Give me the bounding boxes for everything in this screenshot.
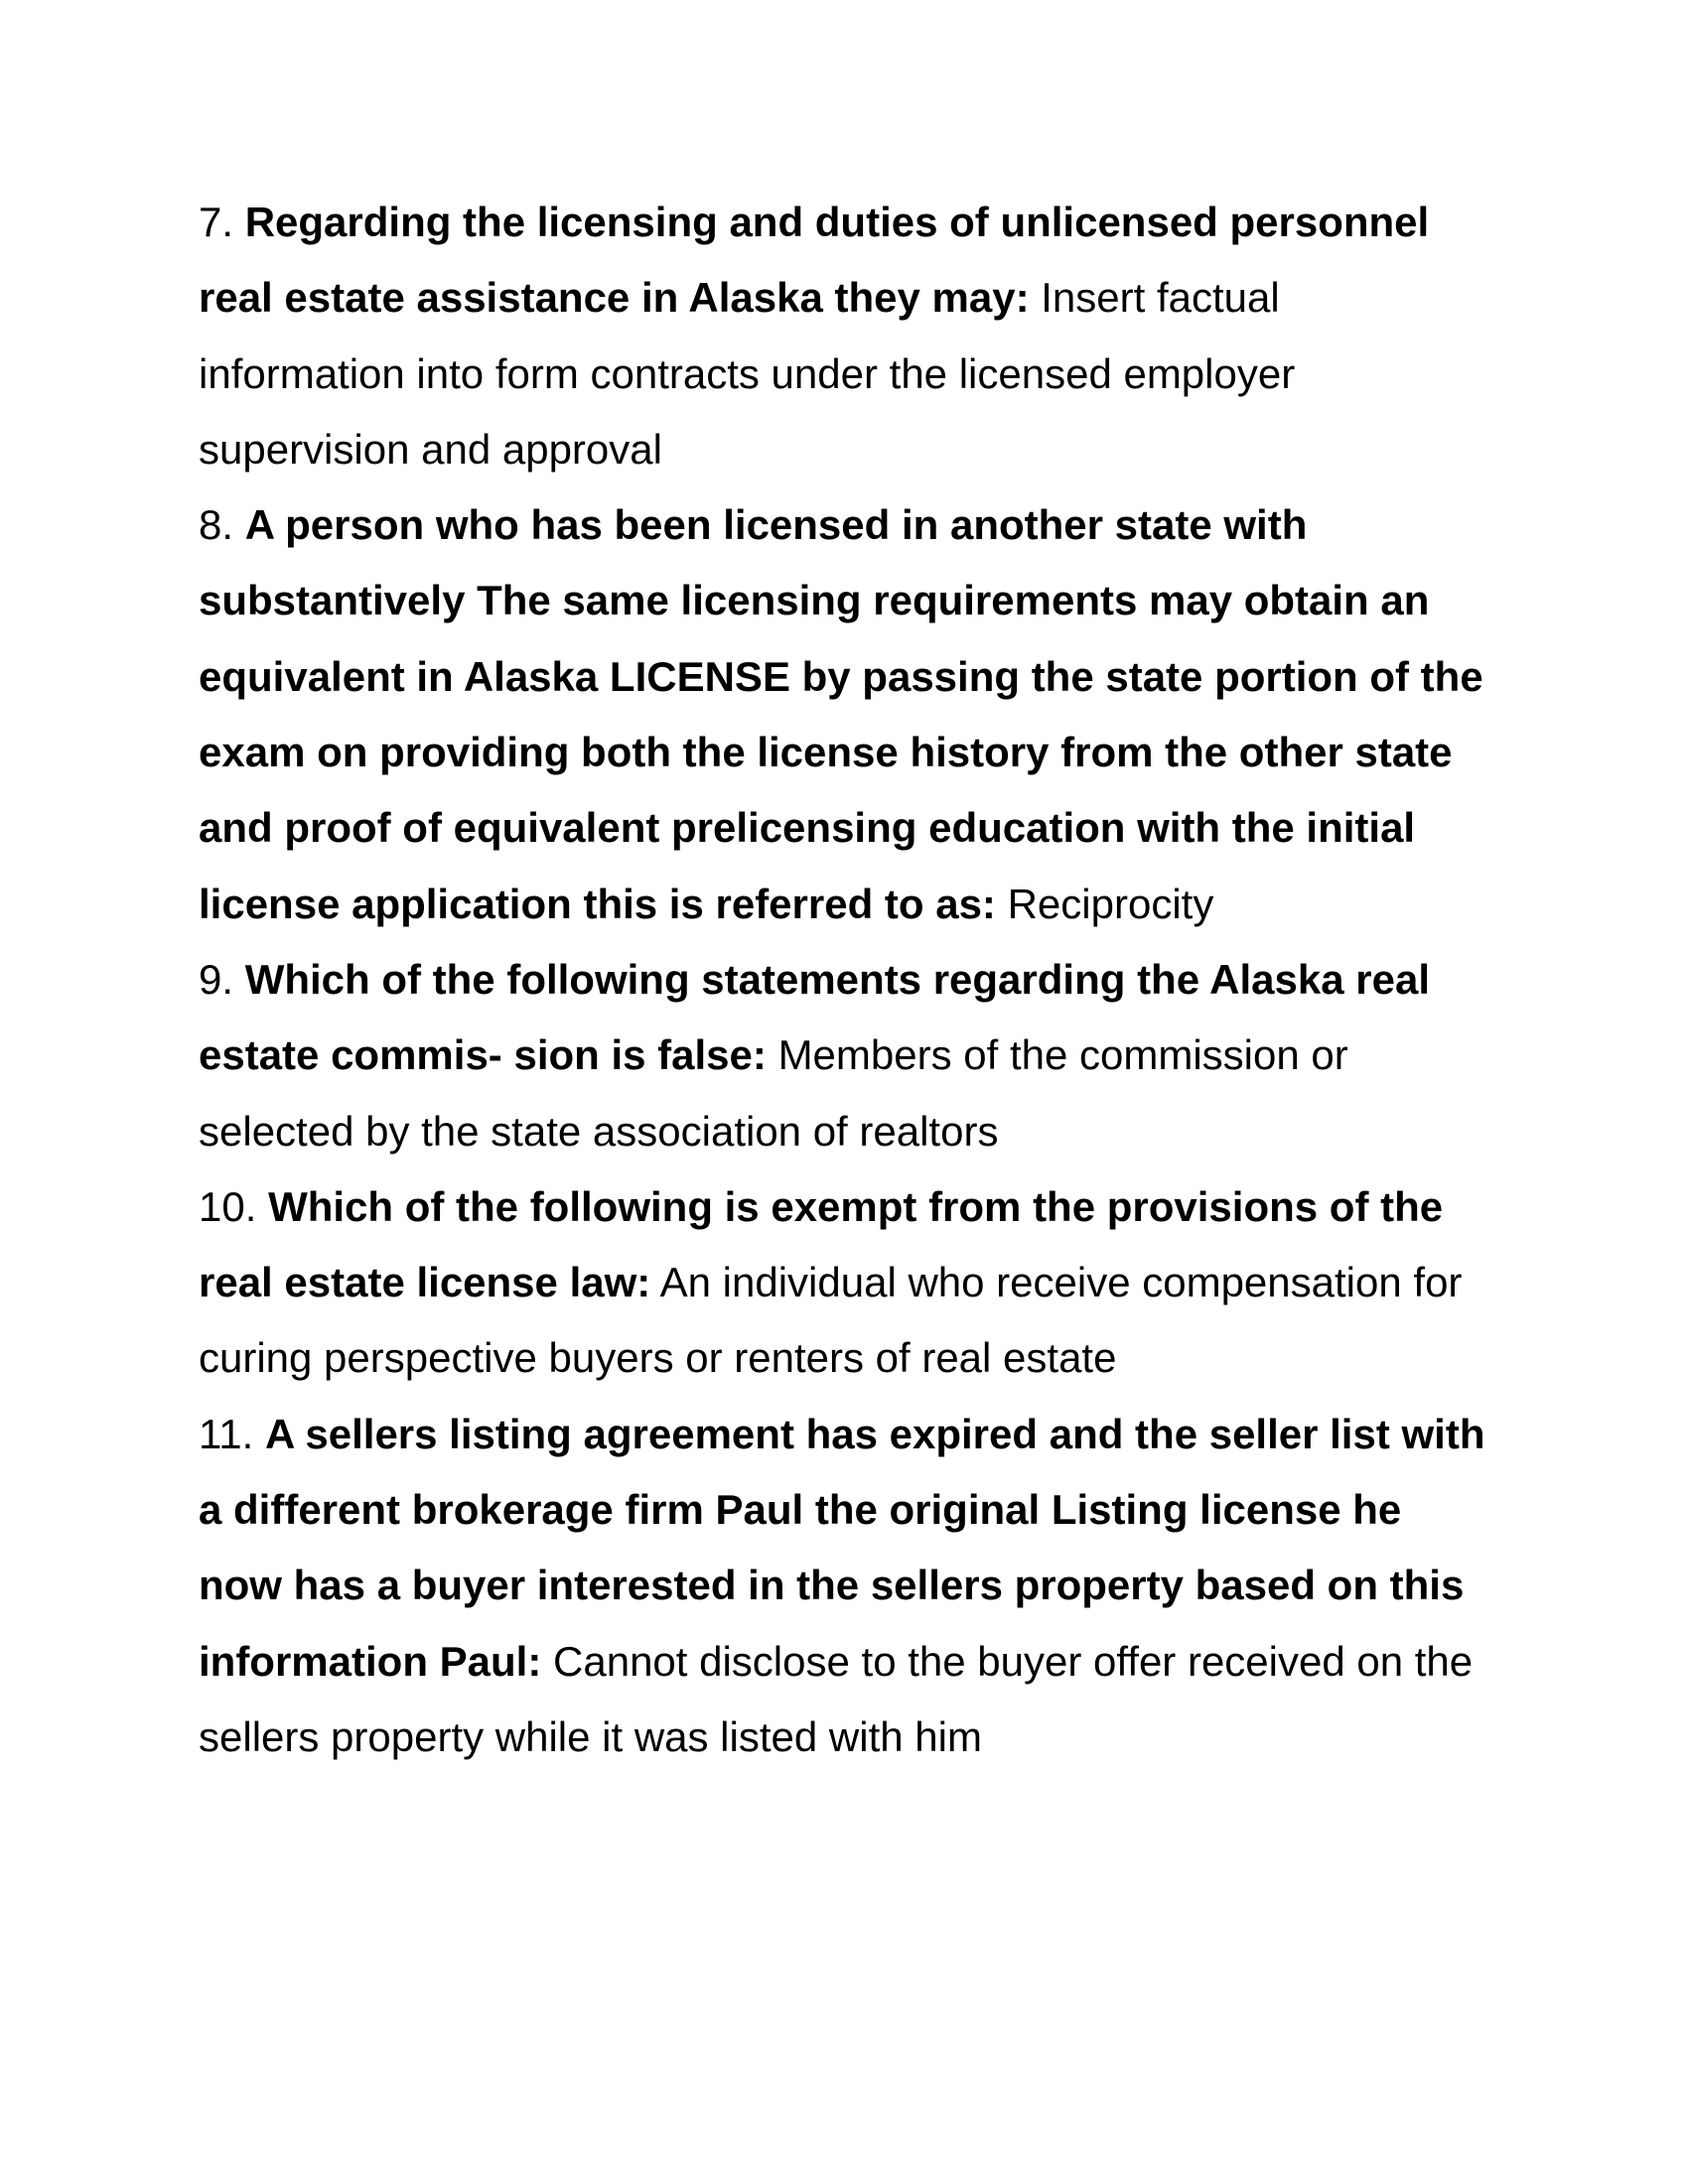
qa-item-9 — [199, 942, 1489, 1169]
question-text: A sellers listing agreement has expired and the seller list with a different brokerage firm Paul the original Listing license he now has a buyer interested in the sellers property based on this information Paul: — [199, 1410, 1485, 1685]
answer-text: Reciprocity — [1007, 880, 1214, 927]
item-number: 10. — [199, 1182, 257, 1230]
item-number: 9. — [199, 955, 234, 1003]
question-text: Which of the following statements regarding the Alaska real estate commis- sion is false: — [199, 955, 1431, 1079]
qa-item-7 — [199, 185, 1489, 487]
answer-text: Members of the commission or selected by the state association of realtors — [199, 1031, 1348, 1155]
qa-item-8 — [199, 487, 1489, 942]
answer-text: An individual who receive compensation for curing perspective buyers or renters of real estate — [199, 1259, 1463, 1382]
qa-list — [199, 185, 1489, 1775]
question-text: Which of the following is exempt from the provisions of the real estate license law: — [199, 1182, 1444, 1306]
question-text: Regarding the licensing and duties of unlicensed personnel real estate assistance in Alaska they may: — [199, 199, 1430, 322]
qa-item-10 — [199, 1169, 1489, 1397]
qa-item-11 — [199, 1397, 1489, 1775]
answer-text: Insert factual information into form contracts under the licensed employer supervision and approval — [199, 274, 1296, 473]
item-number: 11. — [199, 1410, 254, 1457]
item-number: 8. — [199, 501, 234, 549]
answer-text: Cannot disclose to the buyer offer received on the sellers property while it was listed with him — [199, 1637, 1474, 1760]
item-number: 7. — [199, 199, 234, 245]
question-text: A person who has been licensed in another state with substantively The same licensing requirements may obtain an equivalent in Alaska LICENSE by passing the state portion of the exam on providing both the license history from the other state and proof of equivalent prelicensing education with the initial license application this is referred to as: — [199, 501, 1483, 927]
